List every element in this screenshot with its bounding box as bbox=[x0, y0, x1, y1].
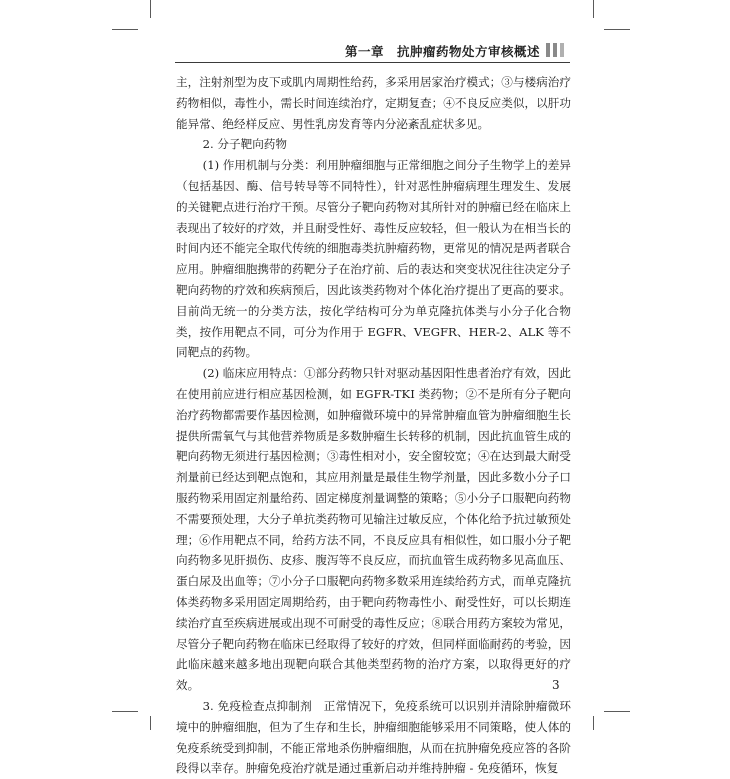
crop-mark bbox=[150, 0, 151, 18]
page-body bbox=[176, 72, 571, 779]
paragraph-mechanism: (1) 作用机制与分类：利用肿瘤细胞与正常细胞之间分子生物学上的差异（包括基因、酶、信号转导等不同特性），针对恶性肿瘤病理生理发生、发展的关键靶点进行治疗干预。尽管分子靶向药物对其所针对的肿瘤已经在临床上表现出了较好的疗效，并且耐受性好、毒性反应较轻，但一般认为在相当长的时间内还不能完全取代传统的细胞毒类抗肿瘤药物，更常见的情况是两者联合应用。肿瘤细胞携带的药靶分子在治疗前、后的表达和突变状况往往决定分子靶向药物的疗效和疾病预后，因此该类药物对个体化治疗提出了更高的要求。目前尚无统一的分类方法，按化学结构可分为单克隆抗体类与小分子化合物类，按作用靶点不同，可分为作用于 EGFR、VEGFR、HER-2、ALK 等不同靶点的药物。 bbox=[176, 158, 571, 360]
crop-mark bbox=[112, 711, 138, 712]
paragraph-clinical-features: (2) 临床应用特点：①部分药物只针对驱动基因阳性患者治疗有效，因此在使用前应进行相应基因检测，如 EGFR-TKI 类药物；②不是所有分子靶向治疗药物都需要作基因检测，如肿瘤微环境中的异常肿瘤血管为肿瘤细胞生长提供所需氧气与其他营养物质是多数肿瘤生长转移的机制，因此抗血管生成的靶向药物无须进行基因检测；③毒性相对小，安全窗较宽；④在达到最大耐受剂量前已经达到靶点饱和，其应用剂量是最佳生物学剂量，因此多数小分子口服药物采用固定剂量给药、固定梯度剂量调整的策略；⑤小分子口服靶向药物不需要预处理，大分子单抗类药物可见输注过敏反应，个体化给予抗过敏预处理；⑥作用靶点不同，给药方法不同，不良反应具有相似性，如口服小分子靶向药物多见肝损伤、皮疹、腹泻等不良反应，而抗血管生成药物多见高血压、蛋白尿及出血等；⑦小分子口服靶向药物多数采用连续给药方式，而单克隆抗体类药物多采用固定周期给药，由于靶向药物毒性小、耐受性好，可以长期连续治疗直至疾病进展或出现不可耐受的毒性反应；⑧联合用药方案较为常见，尽管分子靶向药物在临床已经取得了较好的疗效，但同样面临耐药的考验，因此临床越来越多地出现靶向联合其他类型药物的治疗方案，以取得更好的疗效。 bbox=[176, 366, 571, 693]
crop-mark bbox=[112, 29, 138, 30]
running-header bbox=[175, 40, 570, 63]
chapter-title: 第一章 抗肿瘤药物处方审核概述 bbox=[344, 44, 540, 59]
paragraph-immune-checkpoint: 3. 免疫检查点抑制剂 正常情况下，免疫系统可以识别并清除肿瘤微环境中的肿瘤细胞，但为了生存和生长，肿瘤细胞能够采用不同策略，使人体的免疫系统受到抑制，不能正常地杀伤肿瘤细胞，从而在抗肿瘤免疫应答的各阶段得以幸存。肿瘤免疫治疗就是通过重新启动并维持肿瘤 - 免疫循环，恢复 bbox=[176, 698, 571, 776]
paragraph-continued: 主，注射剂型为皮下或肌内周期性给药，多采用居家治疗模式；③与楼病治疗药物相似，毒性小，需长时间连续治疗，定期复查；④不良反应类似，以肝功能异常、绝经样反应、男性乳房发育等内分泌紊乱症状多见。 bbox=[176, 75, 571, 131]
page-number: 3 bbox=[552, 678, 560, 692]
header-bars-decoration bbox=[546, 43, 570, 57]
crop-mark bbox=[150, 716, 151, 730]
crop-mark bbox=[604, 711, 630, 712]
crop-mark bbox=[593, 716, 594, 730]
crop-mark bbox=[593, 0, 594, 18]
section-heading-targeted-drugs: 2. 分子靶向药物 bbox=[202, 137, 287, 152]
crop-mark bbox=[604, 29, 630, 30]
